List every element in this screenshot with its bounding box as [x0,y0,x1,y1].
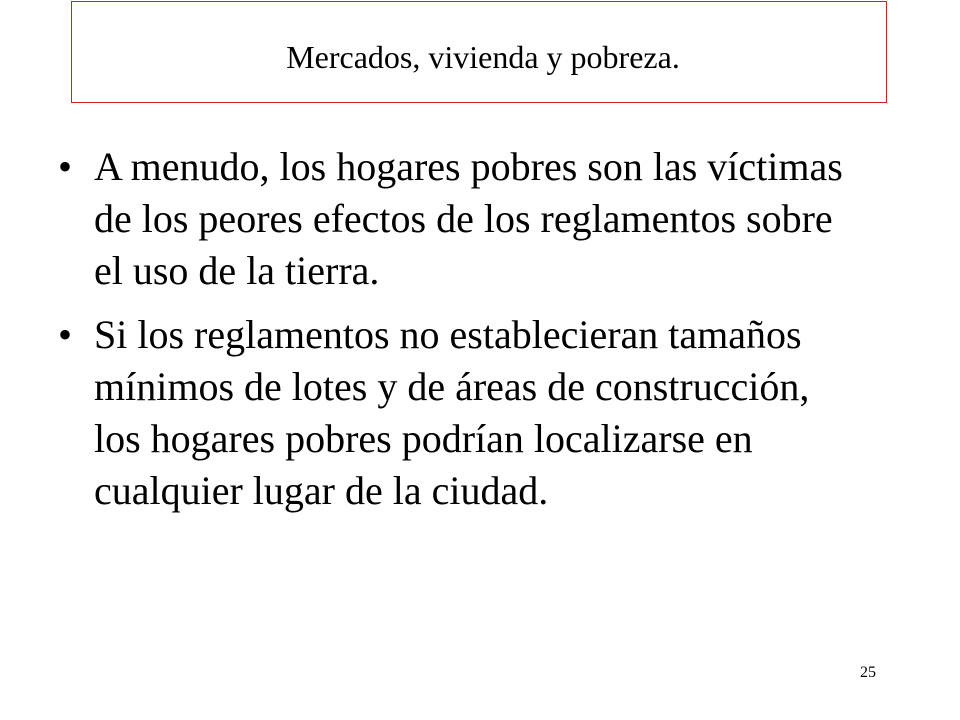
page-number: 25 [860,664,876,681]
slide-title: Mercados, vivienda y pobreza. [286,39,680,75]
bullet-line: cualquier lugar de la ciudad. [94,468,549,513]
bullet-text [94,309,918,517]
bullet-line: mínimos de lotes y de áreas de construcción, [94,364,810,409]
bullet-line: el uso de la tierra. [94,248,380,293]
bullet-line: de los peores efectos de los reglamentos sobre [94,196,833,241]
bullet-item [58,309,918,517]
bullet-icon: • [58,312,73,357]
bullet-line: los hogares pobres podrían localizarse en [94,416,753,461]
bullet-item [58,141,918,297]
bullet-icon: • [58,144,73,189]
bullet-text [94,141,918,297]
bullet-line: Si los reglamentos no establecieran tamaños [94,312,802,357]
bullet-line: A menudo, los hogares pobres son las víctimas [94,144,843,189]
bullet-list [58,141,918,529]
slide-title-box [71,1,887,103]
